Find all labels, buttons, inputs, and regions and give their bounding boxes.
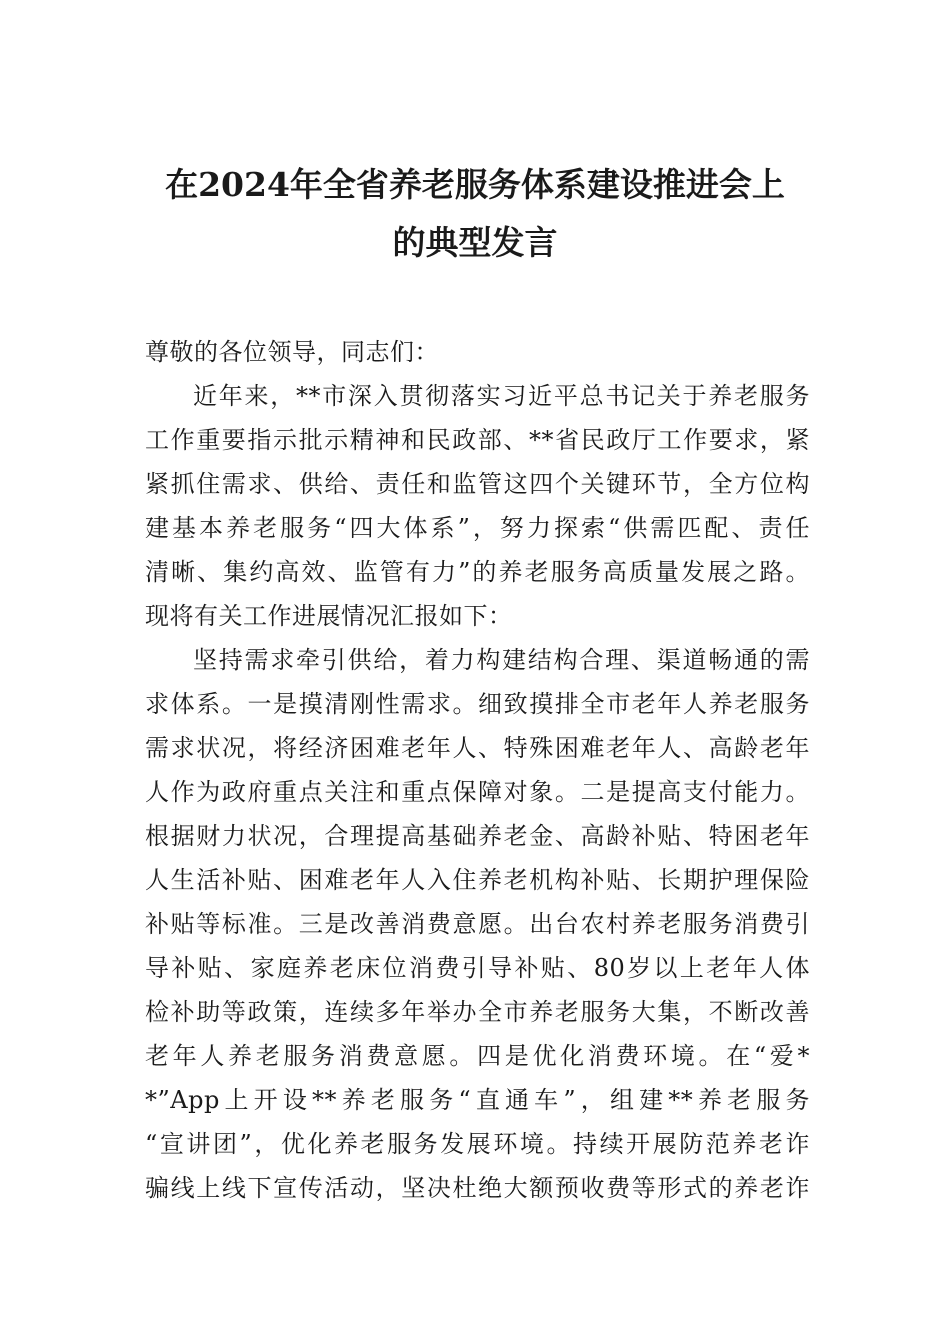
paragraph-line: 求体系。一是摸清刚性需求。细致摸排全市老年人养老服务 <box>145 690 810 718</box>
paragraph-line: 近年来，**市深入贯彻落实习近平总书记关于养老服务 <box>193 382 810 410</box>
paragraph-2 <box>145 638 810 1210</box>
paragraph-line: 老年人养老服务消费意愿。四是优化消费环境。在“爱* <box>145 1042 810 1070</box>
paragraph-line: 骗线上线下宣传活动，坚决杜绝大额预收费等形式的养老诈 <box>145 1174 810 1202</box>
paragraph-1 <box>145 374 810 638</box>
paragraph-line: 补贴等标准。三是改善消费意愿。出台农村养老服务消费引 <box>145 910 810 938</box>
salutation: 尊敬的各位领导，同志们： <box>145 338 439 366</box>
paragraph-line: 需求状况，将经济困难老年人、特殊困难老年人、高龄老年 <box>145 734 810 762</box>
paragraph-line: 人生活补贴、困难老年人入住养老机构补贴、长期护理保险 <box>145 866 810 894</box>
paragraph-line: 导补贴、家庭养老床位消费引导补贴、80岁以上老年人体 <box>145 954 810 982</box>
paragraph-line: 根据财力状况，合理提高基础养老金、高龄补贴、特困老年 <box>145 822 810 850</box>
paragraph-line: 坚持需求牵引供给，着力构建结构合理、渠道畅通的需 <box>193 646 810 674</box>
paragraph-line: *”App上开设**养老服务“直通车”，组建**养老服务 <box>145 1086 810 1114</box>
title-line-2: 的典型发言 <box>392 223 558 262</box>
paragraph-line: 现将有关工作进展情况汇报如下： <box>145 602 513 630</box>
paragraph-line: 人作为政府重点关注和重点保障对象。二是提高支付能力。 <box>145 778 810 806</box>
paragraph-line: 检补助等政策，连续多年举办全市养老服务大集，不断改善 <box>145 998 810 1026</box>
title-line-1: 在2024年全省养老服务体系建设推进会上 <box>165 165 785 204</box>
paragraph-line: 清晰、集约高效、监管有力”的养老服务高质量发展之路。 <box>145 558 810 586</box>
paragraph-line: 工作重要指示批示精神和民政部、**省民政厅工作要求，紧 <box>145 426 810 454</box>
paragraph-line: 紧抓住需求、供给、责任和监管这四个关键环节，全方位构 <box>145 470 810 498</box>
document-title <box>140 156 810 272</box>
paragraph-line: 建基本养老服务“四大体系”，努力探索“供需匹配、责任 <box>145 514 810 542</box>
document-body <box>145 330 810 1210</box>
paragraph-line: “宣讲团”，优化养老服务发展环境。持续开展防范养老诈 <box>145 1130 810 1158</box>
